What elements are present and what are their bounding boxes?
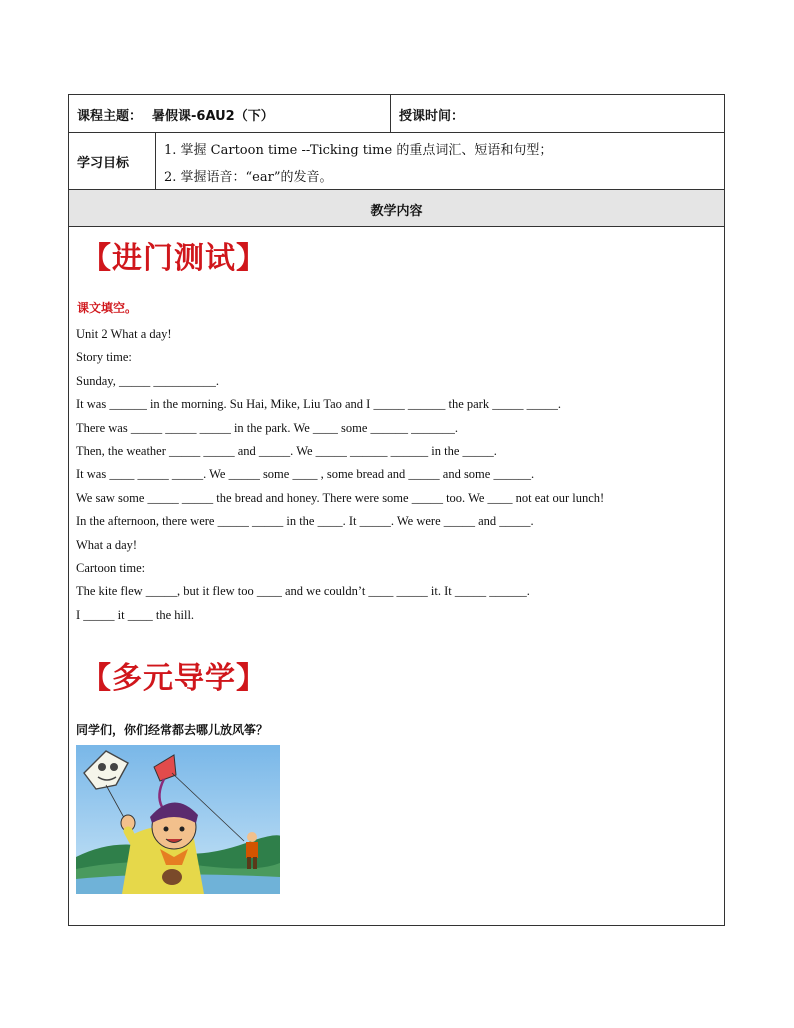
goal-item-1: 1. 掌握 Cartoon time --Ticking time 的重点词汇、短语和句型；: [164, 143, 553, 158]
text-line: Unit 2 What a day!: [76, 327, 172, 341]
content-title-row: [69, 190, 724, 227]
topic-text: [77, 105, 274, 124]
topic-value: 暑假课-6AU2（下）: [152, 109, 274, 124]
text-line: Sunday, _____ __________.: [76, 373, 219, 388]
kite-flying-illustration: [76, 745, 280, 894]
section-heading-guided-learning: 【多元导学】: [81, 661, 267, 696]
text-line: In the afternoon, there were _____ _____ in the ____. It _____. We were _____ and _____.: [76, 514, 534, 529]
goal-item-2: 2. 掌握语音：“ear”的发音。: [164, 170, 333, 185]
text-line: What a day!: [76, 537, 138, 552]
text-line: It was ____ _____ _____. We _____ some ____ , some bread and _____ and some ______.: [76, 467, 535, 482]
lesson-sheet: [68, 94, 725, 926]
text-line: Then, the weather _____ _____ and _____. We _____ ______ ______ in the _____.: [76, 443, 497, 458]
topic-label: 课程主题：: [77, 109, 143, 124]
text-line: There was _____ _____ _____ in the park. We ____ some ______ _______.: [76, 420, 459, 435]
goals-cell: [156, 133, 724, 189]
text-line: The kite flew _____, but it flew too ____ and we couldn’t ____ _____ it. It _____ ______.: [76, 584, 530, 599]
text-line: We saw some _____ _____ the bread and honey. There were some _____ too. We ____ not eat our lunch!: [76, 490, 605, 505]
text-line: I _____ it ____ the hill.: [76, 607, 195, 622]
goals-label-cell: [69, 133, 156, 189]
time-label: 授课时间：: [399, 109, 465, 124]
time-cell: [391, 95, 724, 132]
goals-row: [69, 133, 724, 190]
text-line: It was ______ in the morning. Su Hai, Mike, Liu Tao and I _____ ______ the park _____ _____.: [76, 397, 561, 412]
text-lines: [76, 323, 716, 627]
header-row: [69, 95, 724, 133]
content-title: 教学内容: [370, 204, 423, 219]
text-line: Story time:: [76, 350, 132, 365]
topic-cell: [69, 95, 391, 132]
text-line: Cartoon time:: [76, 560, 146, 575]
fill-in-subheading: 课文填空。: [77, 301, 138, 315]
kite-question: 同学们，你们经常都去哪儿放风筝？: [76, 723, 269, 737]
goals-label: 学习目标: [77, 156, 130, 171]
section-heading-entry-test: 【进门测试】: [81, 241, 267, 276]
